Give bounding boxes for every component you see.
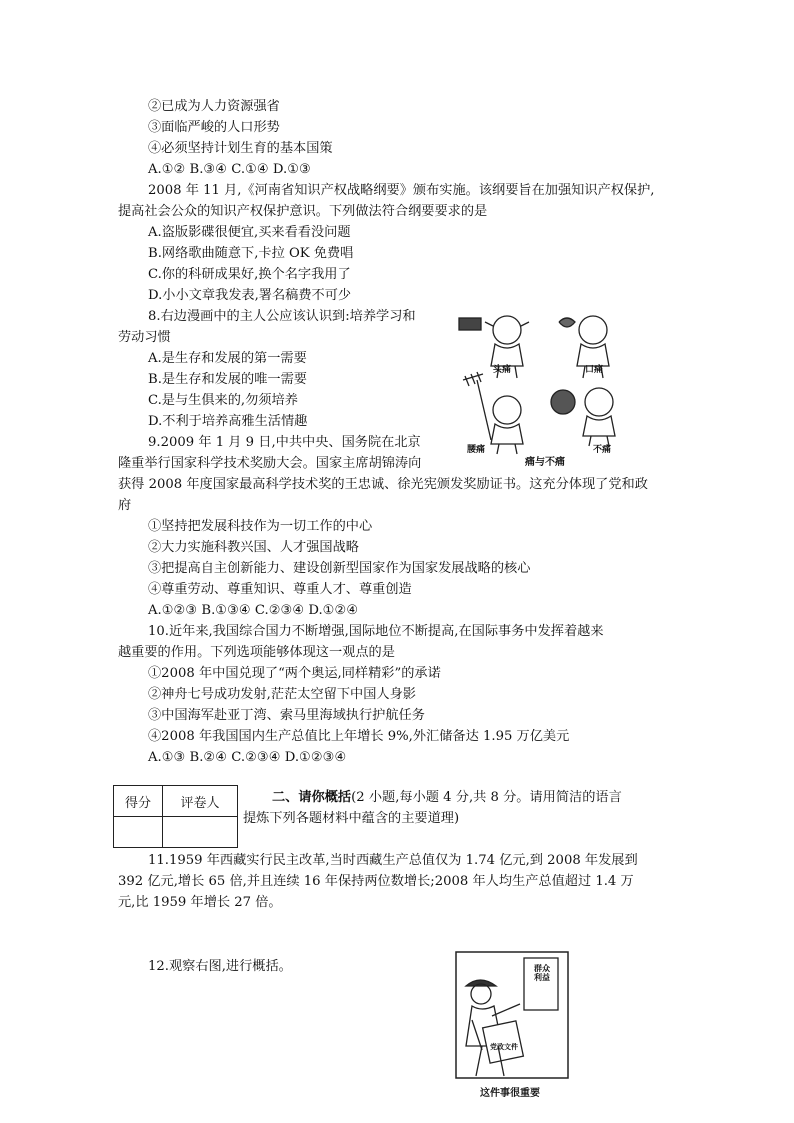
- option-line: ①坚持把发展科技作为一切工作的中心: [148, 519, 373, 534]
- answer-choices: A.①②③ B.①③④ C.②③④ D.①②④: [148, 603, 359, 618]
- cartoon-caption: 这件事很重要: [480, 1088, 540, 1099]
- cartoon-official-illustration: [452, 950, 572, 1082]
- question-11-text: 元,比 1959 年增长 27 倍。: [118, 895, 282, 910]
- question-9-text: 府: [118, 498, 132, 513]
- cartoon-caption: 痛与不痛: [525, 457, 565, 468]
- cartoon-label: 口痛: [585, 365, 604, 375]
- grader-header: 评卷人: [163, 786, 238, 817]
- section-2-instructions: (2 小题,每小题 4 分,共 8 分。请用简洁的语言: [351, 790, 622, 805]
- option-line: ①2008 年中国兑现了“两个奥运,同样精彩”的承诺: [148, 666, 441, 681]
- question-9-text: 获得 2008 年度国家最高科学技术奖的王忠诚、徐光宪颁发奖励证书。这充分体现了党和政: [118, 477, 648, 492]
- option-line: ④必须坚持计划生育的基本国策: [148, 141, 333, 156]
- score-header: 得分: [114, 786, 163, 817]
- grader-cell[interactable]: [163, 817, 238, 848]
- question-7-text: 提高社会公众的知识产权保护意识。下列做法符合纲要要求的是: [118, 204, 488, 219]
- document-text: 党政文件: [490, 1043, 518, 1051]
- question-7-text: 2008 年 11 月,《河南省知识产权战略纲要》颁布实施。该纲要旨在加强知识产权保护,: [148, 183, 655, 198]
- question-11-text: 11.1959 年西藏实行民主改革,当时西藏生产总值仅为 1.74 亿元,到 2008 年发展到: [148, 853, 638, 868]
- option-line: D.不利于培养高雅生活情趣: [148, 414, 308, 429]
- question-9-text: 9.2009 年 1 月 9 日,中共中央、国务院在北京: [148, 435, 421, 450]
- score-table: [113, 785, 238, 848]
- score-cell[interactable]: [114, 817, 163, 848]
- answer-choices: A.①③ B.②④ C.②③④ D.①②③④: [148, 750, 347, 765]
- option-line: D.小小文章我发表,署名稿费不可少: [148, 288, 352, 303]
- option-line: A.盗版影碟很便宜,买来看看没问题: [148, 225, 351, 240]
- question-9-text: 隆重举行国家科学技术奖励大会。国家主席胡锦涛向: [118, 456, 422, 471]
- option-line: ④尊重劳动、尊重知识、尊重人才、尊重创造: [148, 582, 412, 597]
- board-text: 群众利益: [534, 964, 550, 982]
- option-line: A.是生存和发展的第一需要: [148, 351, 307, 366]
- option-line: ②大力实施科教兴国、人才强国战略: [148, 540, 359, 555]
- question-12-text: 12.观察右图,进行概括。: [148, 959, 292, 974]
- option-line: ②神舟七号成功发射,茫茫太空留下中国人身影: [148, 687, 416, 702]
- question-8-text: 劳动习惯: [118, 330, 171, 345]
- option-line: ②已成为人力资源强省: [148, 99, 280, 114]
- section-2-instructions: 提炼下列各题材料中蕴含的主要道理): [243, 811, 460, 826]
- cartoon-label: 腰痛: [467, 445, 486, 455]
- option-line: B.网络歌曲随意下,卡拉 OK 免费唱: [148, 246, 354, 261]
- question-8-text: 8.右边漫画中的主人公应该认识到:培养学习和: [148, 309, 416, 324]
- question-10-text: 10.近年来,我国综合国力不断增强,国际地位不断提高,在国际事务中发挥着越来: [148, 624, 604, 639]
- option-line: ③中国海军赴亚丁湾、索马里海域执行护航任务: [148, 708, 425, 723]
- answer-choices: A.①② B.③④ C.①④ D.①③: [148, 162, 311, 177]
- cartoon-important-figure: [452, 950, 572, 1100]
- section-2-heading: [272, 789, 622, 807]
- option-line: ③把提高自主创新能力、建设创新型国家作为国家发展战略的核心: [148, 561, 531, 576]
- option-line: ④2008 年我国国内生产总值比上年增长 9%,外汇储备达 1.95 万亿美元: [148, 729, 570, 744]
- option-line: C.你的科研成果好,换个名字我用了: [148, 267, 351, 282]
- question-11-text: 392 亿元,增长 65 倍,并且连续 16 年保持两位数增长;2008 年人均生产总值超过 1.4 万: [118, 874, 634, 889]
- cartoon-label: 头痛: [493, 365, 512, 375]
- option-line: C.是与生俱来的,勿须培养: [148, 393, 298, 408]
- section-2-title: 二、请你概括: [272, 790, 352, 805]
- cartoon-label: 不痛: [593, 445, 612, 455]
- question-10-text: 越重要的作用。下列选项能够体现这一观点的是: [118, 645, 395, 660]
- option-line: ③面临严峻的人口形势: [148, 120, 280, 135]
- option-line: B.是生存和发展的唯一需要: [148, 372, 307, 387]
- cartoon-pain-figure: [455, 300, 620, 470]
